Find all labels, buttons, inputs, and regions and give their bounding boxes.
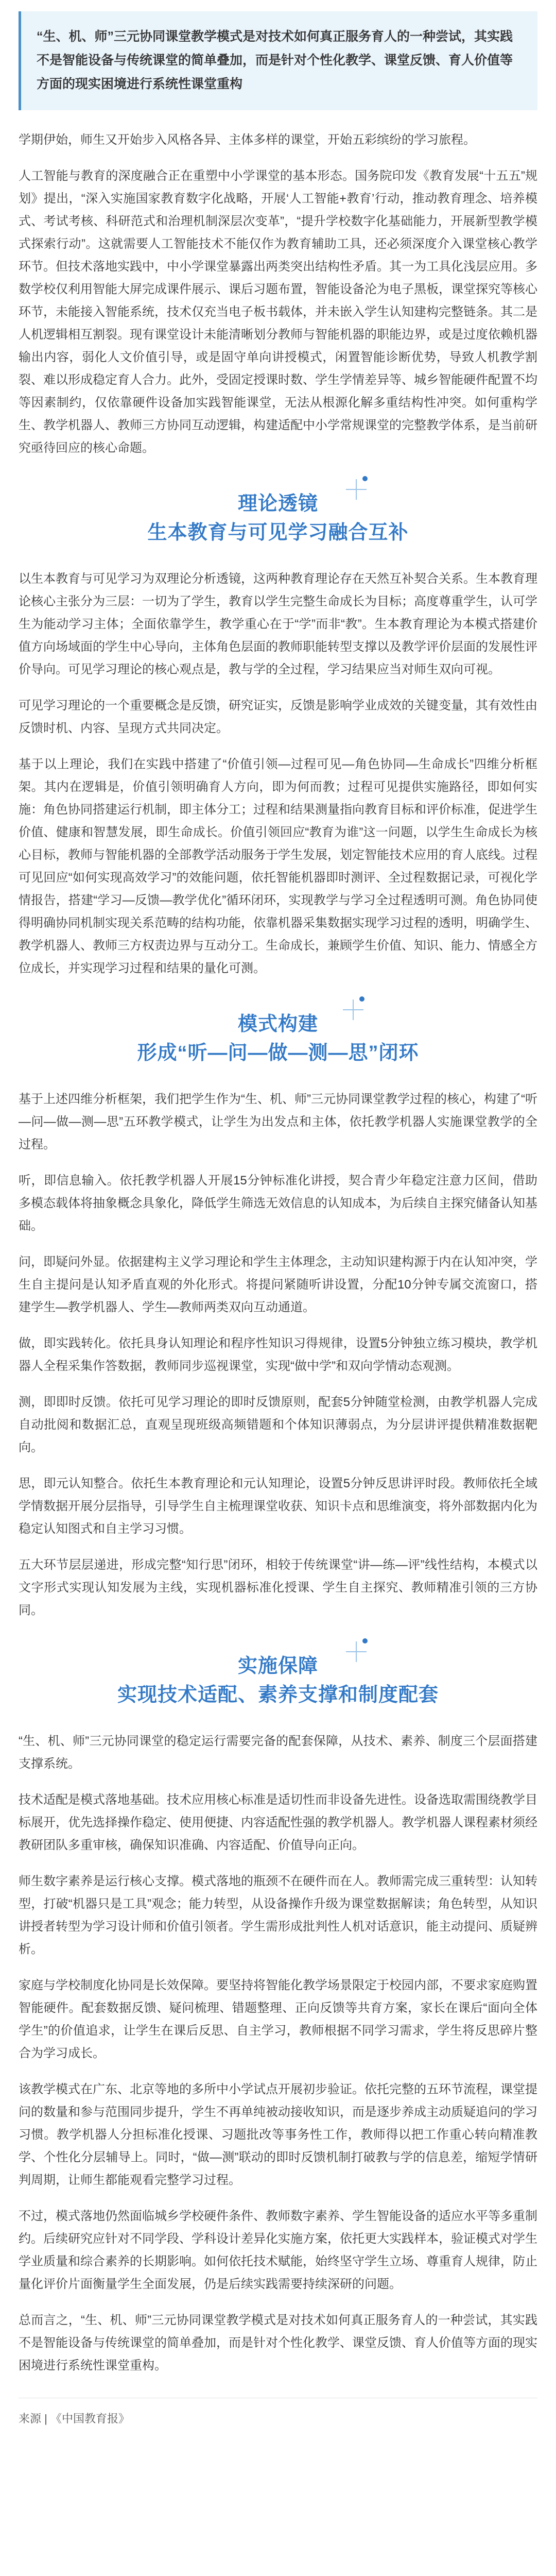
sparkle-icon: [346, 479, 367, 500]
opening-paragraph: 人工智能与教育的深度融合正在重塑中小学课堂的基本形态。国务院印发《教育发展“十五五”规划》提出，“深入实施国家教育数字化战略，开展‘人工智能+教育’行动，推动教育理念、培养模式、考试考核、科研范式和治理机制深层次变革”，“提升学校数字化基础能力，开展新型教学模式探索行动”。这就需要人工智能技术不能仅作为教育辅助工具，还必须深度介入课堂核心教学环节。但技术落地实践中，中小学课堂暴露出两类突出结构性矛盾。其一为工具化浅层应用。多数学校仅利用智能大屏完成课件展示、课后习题布置，智能设备沦为电子黑板，课堂探究等核心环节，未能接入智能系统，技术仅充当电子板书载体，并未嵌入学生认知建构完整链条。其二是人机逻辑相互割裂。现有课堂设计未能清晰划分教师与智能机器的职能边界，或是过度依赖机器输出内容，弱化人文价值引导，或是固守单向讲授模式，闲置智能诊断优势，导致人机教学割裂、难以形成稳定育人合力。此外，受固定授课时数、学生学情差异等、城乡智能硬件配置不均等因素制约，仅依靠硬件设备加实践智能课堂，无法从根源化解多重结构性冲突。如何重构学生、教学机器人、教师三方协同互动逻辑，构建适配中小学常规课堂的完整教学体系，是当前研究亟待回应的核心命题。: [19, 169, 537, 455]
section-title: 模式构建: [237, 1013, 318, 1035]
section-paragraph: 可见学习理论的一个重要概念是反馈，研究证实，反馈是影响学业成效的关键变量，其有效性由反馈时机、内容、呈现方式共同决定。: [19, 699, 537, 735]
section-subtitle: 实现技术适配、素养支撑和制度配套: [117, 1684, 439, 1706]
section-paragraph: 做，即实践转化。依托具身认知理论和程序性知识习得规律，设置5分钟独立练习模块，教学机器人全程采集作答数据，教师同步巡视课堂，实现“做中学”和双向学情动态观测。: [19, 1336, 537, 1373]
intro-summary-box: [19, 11, 537, 110]
section-paragraph: 问，即疑问外显。依据建构主义学习理论和学生主体理念，主动知识建构源于内在认知冲突，学生自主提问是认知矛盾直观的外化形式。将提问紧随听讲设置，分配10分钟专属交流窗口，搭建学生—教学机器人、学生—教师两类双向互动通道。: [19, 1255, 537, 1314]
section-paragraph: 基于以上理论，我们在实践中搭建了“价值引领—过程可见—角色协同—生命成长”四维分析框架。其内在逻辑是，价值引领明确育人方向，即为何而教；过程可见提供实施路径，即如何实施：角色协同搭建运行机制，即主体分工；过程和结果测量指向教育目标和评价标准，促进学生价值、健康和智慧发展，即生命成长。价值引领回应“教育为谁”这一问题，以学生生命成长为核心目标，教师与智能机器的全部教学活动服务于学生发展，划定智能技术应用的育人底线。过程可见回应“如何实现高效学习”的效能问题，依托智能机器即时测评、全过程数据记录，可视化学情报告，搭建“学习—反馈—教学优化”循环闭环，实现教学与学习全过程透明可测。角色协同使得明确协同机制实现关系范畴的结构功能，依靠机器采集数据实现学习过程的透明，明确学生、教学机器人、教师三方权责边界与互动分工。生命成长，兼顾学生价值、知识、能力、情感全方位成长，并实现学习过程和结果的量化可测。: [19, 757, 537, 975]
section-heading: [19, 486, 537, 547]
section-paragraph: 听，即信息输入。依托教学机器人开展15分钟标准化讲授，契合青少年稳定注意力区间，借助多模态载体将抽象概念具象化，降低学生筛选无效信息的认知成本，为后续自主探究储备认知基础。: [19, 1174, 537, 1233]
section-paragraph: 该教学模式在广东、北京等地的多所中小学试点开展初步验证。依托完整的五环节流程，课堂提问的数量和参与范围同步提升，学生不再单纯被动接收知识，而是逐步养成主动质疑追问的学习习惯。教学机器人分担标准化授课、习题批改等事务性工作，教师得以把工作重心转向精准教学、个性化分层辅导上。同时，“做—测”联动的即时反馈机制打破教与学的信息差，缩短学情研判周期，让师生都能观看完整学习过程。: [19, 2082, 537, 2187]
section-subtitle: 形成“听—问—做—测—思”闭环: [137, 1042, 419, 1064]
source-credit: 来源 | 《中国教育报》: [19, 2412, 130, 2425]
section-paragraph: 测，即即时反馈。依托可见学习理论的即时反馈原则，配套5分钟随堂检测，由教学机器人完成自动批阅和数据汇总，直观呈现班级高频错题和个体知识薄弱点，为分层讲评提供精准数据靶向。: [19, 1395, 537, 1454]
sparkle-icon: [346, 1641, 367, 1662]
section-paragraph: 不过，模式落地仍然面临城乡学校硬件条件、教师数字素养、学生智能设备的适应水平等多重制约。后续研究应针对不同学段、学科设计差异化实施方案，依托更大实践样本，验证模式对学生学业质量和综合素养的长期影响。如何依托技术赋能，始终坚守学生立场、尊重育人规律，防止量化评价片面衡量学生全面发展，仍是后续实践需要持续深研的问题。: [19, 2209, 537, 2291]
section-title: 理论透镜: [237, 493, 318, 515]
section-paragraph: 技术适配是模式落地基础。技术应用核心标准是适切性而非设备先进性。设备选取需围绕教学目标展开，优先选择操作稳定、使用便捷、内容适配性强的教学机器人。教学机器人课程素材须经教研团队多重审核，确保知识准确、内容适配、价值导向正向。: [19, 1793, 537, 1852]
intro-summary-text: “生、机、师”三元协同课堂教学模式是对技术如何真正服务育人的一种尝试，其实践不是智能设备与传统课堂的简单叠加，而是针对个性化教学、课堂反馈、育人价值等方面的现实困境进行系统性课堂重构: [37, 29, 513, 91]
section-paragraph: 思，即元认知整合。依托生本教育理论和元认知理论，设置5分钟反思讲评时段。教师依托全域学情数据开展分层指导，引导学生自主梳理课堂收获、知识卡点和思维演变，将外部数据内化为稳定认知图式和自主学习习惯。: [19, 1477, 537, 1536]
section-paragraph: 师生数字素养是运行核心支撑。模式落地的瓶颈不在硬件而在人。教师需完成三重转型：认知转型，打破“机器只是工具”观念；能力转型，从设备操作升级为课堂数据解读；角色转型，从知识讲授者转型为学习设计师和价值引领者。学生需形成批判性人机对话意识，能主动提问、质疑辨析。: [19, 1874, 537, 1956]
section-subtitle: 生本教育与可见学习融合互补: [147, 522, 409, 544]
opening-paragraph: 学期伊始，师生又开始步入风格各异、主体多样的课堂，开始五彩缤纷的学习旅程。: [19, 133, 476, 147]
section-heading: [19, 1007, 537, 1067]
section-paragraph: 基于上述四维分析框架，我们把学生作为“生、机、师”三元协同课堂教学过程的核心，构建了“听—问—做—测—思”五环教学模式，让学生为出发点和主体，依托教学机器人实施课堂教学的全过程。: [19, 1092, 537, 1151]
section-paragraph: 五大环节层层递进，形成完整“知行思”闭环，相较于传统课堂“讲—练—评”线性结构，本模式以文字形式实现认知发展为主线，实现机器标准化授课、学生自主探究、教师精准引领的三方协同。: [19, 1558, 537, 1617]
section-paragraph: “生、机、师”三元协同课堂的稳定运行需要完备的配套保障，从技术、素养、制度三个层面搭建支撑系统。: [19, 1734, 537, 1771]
section-heading: [19, 1649, 537, 1709]
section-paragraph: 以生本教育与可见学习为双理论分析透镜，这两种教育理论存在天然互补契合关系。生本教育理论核心主张分为三层：一切为了学生，教育以学生完整生命成长为目标；高度尊重学生，认可学生为能动学习主体；全面依靠学生，教学重心在于“学”而非“教”。生本教育理论为本模式搭建价值方向场域面的学生中心导向，主体角色层面的教师职能转型支撑以及教学评价层面的发展性评价导向。可见学习理论的核心观点是，教与学的全过程，学习结果应当对师生双向可视。: [19, 572, 537, 676]
sparkle-icon: [343, 999, 363, 1020]
section-paragraph: 总而言之，“生、机、师”三元协同课堂教学模式是对技术如何真正服务育人的一种尝试，其实践不是智能设备与传统课堂的简单叠加，而是针对个性化教学、课堂反馈、育人价值等方面的现实困境进行系统性课堂重构。: [19, 2313, 537, 2372]
section-title: 实施保障: [237, 1655, 318, 1677]
section-paragraph: 家庭与学校制度化协同是长效保障。要坚持将智能化教学场景限定于校园内部，不要求家庭购置智能硬件。配套数据反馈、疑问梳理、错题整理、正向反馈等共育方案，家长在课后“面向全体学生”的价值追求，让学生在课后反思、自主学习，教师根据不同学习需求，学生将反思碎片整合为学习成长。: [19, 1978, 537, 2060]
